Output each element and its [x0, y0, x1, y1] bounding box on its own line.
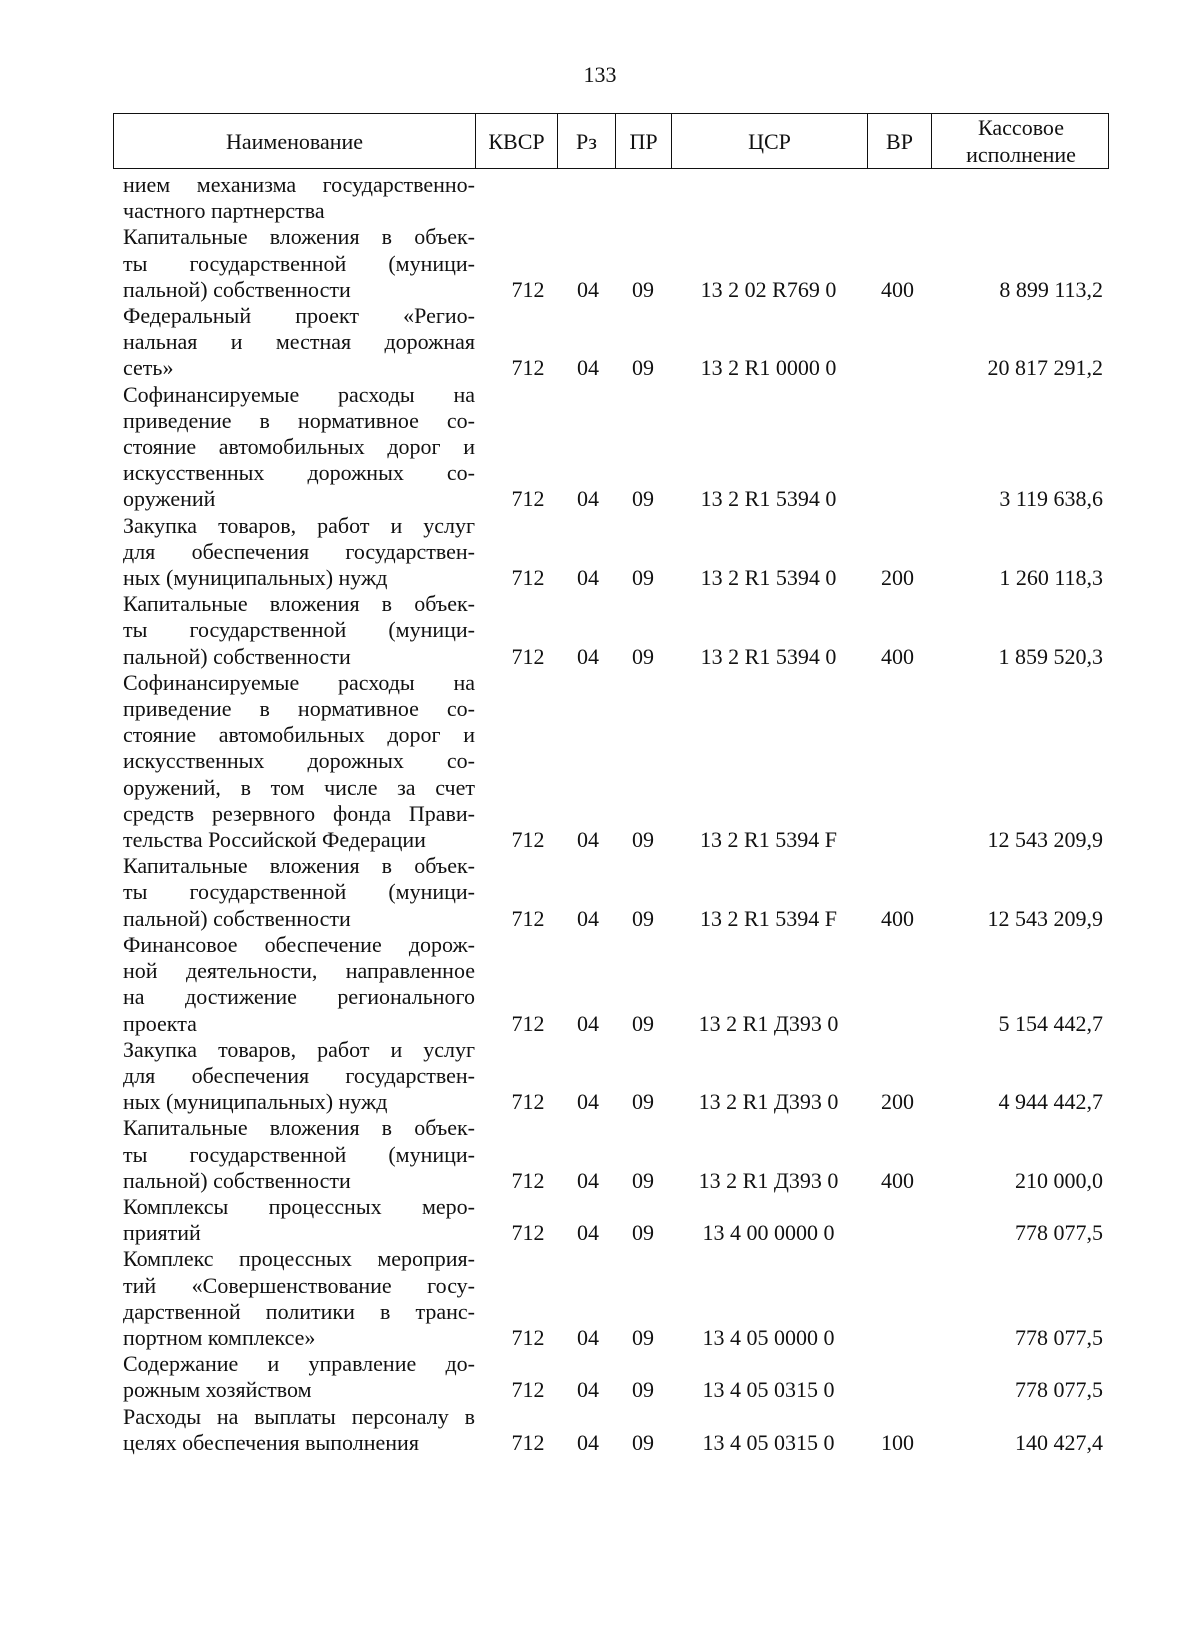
- row-name-line: Комплексы процессных меро-: [123, 1193, 475, 1219]
- row-name-line: пальной) собственности: [123, 905, 351, 931]
- header-csr: ЦСР: [671, 114, 867, 168]
- row-pr: 09: [632, 1324, 654, 1350]
- row-rz: 04: [577, 565, 599, 591]
- row-kvsr: 712: [511, 643, 545, 669]
- row-rz: 04: [577, 1377, 599, 1403]
- row-kvsr: 712: [511, 905, 545, 931]
- row-name-line: рожным хозяйством: [123, 1377, 312, 1403]
- table-row: [113, 513, 1109, 592]
- table-row: [113, 172, 1109, 224]
- row-name-line: Содержание и управление до-: [123, 1351, 475, 1377]
- row-name-line: ты государственной (муници-: [123, 250, 475, 276]
- row-sum: 3 119 638,6: [999, 486, 1103, 512]
- table-row: [113, 224, 1109, 303]
- row-kvsr: 712: [511, 1429, 545, 1455]
- row-csr: 13 2 R1 5394 0: [700, 643, 837, 669]
- row-name: [113, 1115, 475, 1194]
- row-name: [113, 932, 475, 1037]
- header-sum-line2: исполнение: [966, 142, 1076, 167]
- row-name-line: искусственных дорожных со-: [123, 748, 475, 774]
- row-name-line: дарственной политики в транс-: [123, 1298, 475, 1324]
- row-rz: 04: [577, 355, 599, 381]
- row-rz: 04: [577, 1220, 599, 1246]
- row-name: [113, 1404, 475, 1456]
- table-body: [113, 172, 1109, 1456]
- table-row: [113, 670, 1109, 853]
- row-csr: 13 2 R1 5394 F: [700, 905, 837, 931]
- row-name-line: проекта: [123, 1010, 197, 1036]
- row-rz: 04: [577, 905, 599, 931]
- row-pr: 09: [632, 643, 654, 669]
- row-kvsr: 712: [511, 486, 545, 512]
- header-rz: Рз: [557, 114, 615, 168]
- row-name-line: приятий: [123, 1220, 201, 1246]
- row-sum: 778 077,5: [1015, 1220, 1103, 1246]
- row-pr: 09: [632, 1429, 654, 1455]
- header-sum-line1: Кассовое: [978, 115, 1064, 140]
- row-pr: 09: [632, 565, 654, 591]
- row-vr: 200: [881, 565, 914, 591]
- table-row: [113, 303, 1109, 382]
- row-csr: 13 2 R1 Д393 0: [698, 1167, 839, 1193]
- row-vr: 100: [881, 1429, 914, 1455]
- row-pr: 09: [632, 1010, 654, 1036]
- row-name-line: сеть»: [123, 355, 174, 381]
- row-name-line: ных (муниципальных) нужд: [123, 1089, 388, 1115]
- row-sum: 140 427,4: [1015, 1429, 1103, 1455]
- row-csr: 13 4 00 0000 0: [702, 1220, 835, 1246]
- row-name-line: Капитальные вложения в объек-: [123, 224, 475, 250]
- row-kvsr: 712: [511, 1220, 545, 1246]
- row-name: [113, 853, 475, 932]
- row-name: [113, 1246, 475, 1351]
- row-name-line: ной деятельности, направленное: [123, 958, 475, 984]
- row-name-line: для обеспечения государствен-: [123, 538, 475, 564]
- row-name: [113, 1351, 475, 1403]
- table-row: [113, 382, 1109, 513]
- row-sum: 4 944 442,7: [998, 1089, 1103, 1115]
- row-sum: 778 077,5: [1015, 1377, 1103, 1403]
- row-name-line: пальной) собственности: [123, 1167, 351, 1193]
- row-kvsr: 712: [511, 1324, 545, 1350]
- row-rz: 04: [577, 643, 599, 669]
- row-kvsr: 712: [511, 1377, 545, 1403]
- table-row: [113, 1404, 1109, 1456]
- row-pr: 09: [632, 1377, 654, 1403]
- table-row: [113, 932, 1109, 1037]
- row-rz: 04: [577, 486, 599, 512]
- row-vr: 400: [881, 905, 914, 931]
- row-pr: 09: [632, 355, 654, 381]
- row-name-line: нальная и местная дорожная: [123, 329, 475, 355]
- row-name-line: стояние автомобильных дорог и: [123, 722, 475, 748]
- row-name-line: пальной) собственности: [123, 276, 351, 302]
- row-name-line: искусственных дорожных со-: [123, 460, 475, 486]
- row-vr: 400: [881, 1167, 914, 1193]
- row-sum: 8 899 113,2: [999, 276, 1103, 302]
- row-sum: 20 817 291,2: [987, 355, 1103, 381]
- row-name-line: оружений: [123, 486, 216, 512]
- page-number: 133: [583, 62, 617, 87]
- row-pr: 09: [632, 276, 654, 302]
- row-vr: 200: [881, 1089, 914, 1115]
- row-name: [113, 670, 475, 853]
- row-name: [113, 224, 475, 303]
- row-sum: 5 154 442,7: [998, 1010, 1103, 1036]
- row-name-line: тельства Российской Федерации: [123, 827, 426, 853]
- row-name-line: Федеральный проект «Регио-: [123, 303, 475, 329]
- row-csr: 13 4 05 0315 0: [702, 1429, 835, 1455]
- row-name-line: стояние автомобильных дорог и: [123, 434, 475, 460]
- row-name-line: оружений, в том числе за счет: [123, 774, 475, 800]
- header-pr: ПР: [615, 114, 671, 168]
- row-csr: 13 2 R1 5394 0: [700, 565, 837, 591]
- row-csr: 13 2 R1 Д393 0: [698, 1089, 839, 1115]
- row-name-line: Капитальные вложения в объек-: [123, 591, 475, 617]
- header-sum: [931, 114, 1110, 168]
- row-rz: 04: [577, 1429, 599, 1455]
- row-name-line: ты государственной (муници-: [123, 617, 475, 643]
- row-csr: 13 2 02 R769 0: [700, 276, 837, 302]
- row-rz: 04: [577, 1167, 599, 1193]
- row-vr: 400: [881, 643, 914, 669]
- row-name-line: ты государственной (муници-: [123, 1141, 475, 1167]
- row-sum: 1 859 520,3: [998, 643, 1103, 669]
- row-name-line: Закупка товаров, работ и услуг: [123, 512, 475, 538]
- row-name: [113, 1037, 475, 1116]
- row-pr: 09: [632, 1220, 654, 1246]
- row-sum: 12 543 209,9: [987, 827, 1103, 853]
- row-name-line: Софинансируемые расходы на: [123, 669, 475, 695]
- row-name-line: средств резервного фонда Прави-: [123, 800, 475, 826]
- row-name: [113, 382, 475, 513]
- row-kvsr: 712: [511, 276, 545, 302]
- table-row: [113, 1115, 1109, 1194]
- table-row: [113, 591, 1109, 670]
- row-name-line: Финансовое обеспечение дорож-: [123, 931, 475, 957]
- header-vr: ВР: [867, 114, 931, 168]
- row-name-line: портном комплексе»: [123, 1324, 316, 1350]
- row-csr: 13 2 R1 5394 F: [700, 827, 837, 853]
- table-row: [113, 853, 1109, 932]
- row-name-line: Комплекс процессных мероприя-: [123, 1246, 475, 1272]
- row-rz: 04: [577, 827, 599, 853]
- row-name-line: тий «Совершенствование госу-: [123, 1272, 475, 1298]
- row-name-line: пальной) собственности: [123, 643, 351, 669]
- table-row: [113, 1246, 1109, 1351]
- row-name-line: частного партнерства: [123, 198, 325, 224]
- row-vr: 400: [881, 276, 914, 302]
- row-csr: 13 4 05 0315 0: [702, 1377, 835, 1403]
- row-name-line: Капитальные вложения в объек-: [123, 853, 475, 879]
- row-name: [113, 303, 475, 382]
- row-name-line: целях обеспечения выполнения: [123, 1429, 419, 1455]
- row-csr: 13 2 R1 5394 0: [700, 486, 837, 512]
- row-pr: 09: [632, 827, 654, 853]
- row-name: [113, 1194, 475, 1246]
- row-rz: 04: [577, 1324, 599, 1350]
- row-name-line: Капитальные вложения в объек-: [123, 1115, 475, 1141]
- row-name: [113, 513, 475, 592]
- table-row: [113, 1351, 1109, 1403]
- row-sum: 210 000,0: [1015, 1167, 1103, 1193]
- row-name: [113, 591, 475, 670]
- row-kvsr: 712: [511, 1089, 545, 1115]
- row-rz: 04: [577, 1010, 599, 1036]
- row-name-line: для обеспечения государствен-: [123, 1062, 475, 1088]
- row-pr: 09: [632, 1089, 654, 1115]
- row-name-line: на достижение регионального: [123, 984, 475, 1010]
- row-kvsr: 712: [511, 1010, 545, 1036]
- row-pr: 09: [632, 905, 654, 931]
- row-name-line: ты государственной (муници-: [123, 879, 475, 905]
- header-kvsr: КВСР: [475, 114, 557, 168]
- row-csr: 13 2 R1 0000 0: [700, 355, 837, 381]
- row-rz: 04: [577, 1089, 599, 1115]
- row-pr: 09: [632, 486, 654, 512]
- row-name-line: Закупка товаров, работ и услуг: [123, 1036, 475, 1062]
- header-name: Наименование: [225, 128, 364, 154]
- table-header: [113, 113, 1109, 169]
- row-name: [113, 172, 475, 224]
- table-row: [113, 1194, 1109, 1246]
- table-row: [113, 1037, 1109, 1116]
- row-name-line: приведение в нормативное со-: [123, 696, 475, 722]
- row-name-line: нием механизма государственно-: [123, 172, 475, 197]
- row-sum: 778 077,5: [1015, 1324, 1103, 1350]
- row-csr: 13 2 R1 Д393 0: [698, 1010, 839, 1036]
- row-name-line: Софинансируемые расходы на: [123, 381, 475, 407]
- row-sum: 12 543 209,9: [987, 905, 1103, 931]
- row-kvsr: 712: [511, 565, 545, 591]
- row-csr: 13 4 05 0000 0: [702, 1324, 835, 1350]
- row-sum: 1 260 118,3: [999, 565, 1103, 591]
- row-kvsr: 712: [511, 827, 545, 853]
- row-kvsr: 712: [511, 355, 545, 381]
- row-name-line: приведение в нормативное со-: [123, 407, 475, 433]
- row-pr: 09: [632, 1167, 654, 1193]
- row-rz: 04: [577, 276, 599, 302]
- row-name-line: ных (муниципальных) нужд: [123, 565, 388, 591]
- row-kvsr: 712: [511, 1167, 545, 1193]
- row-name-line: Расходы на выплаты персоналу в: [123, 1403, 475, 1429]
